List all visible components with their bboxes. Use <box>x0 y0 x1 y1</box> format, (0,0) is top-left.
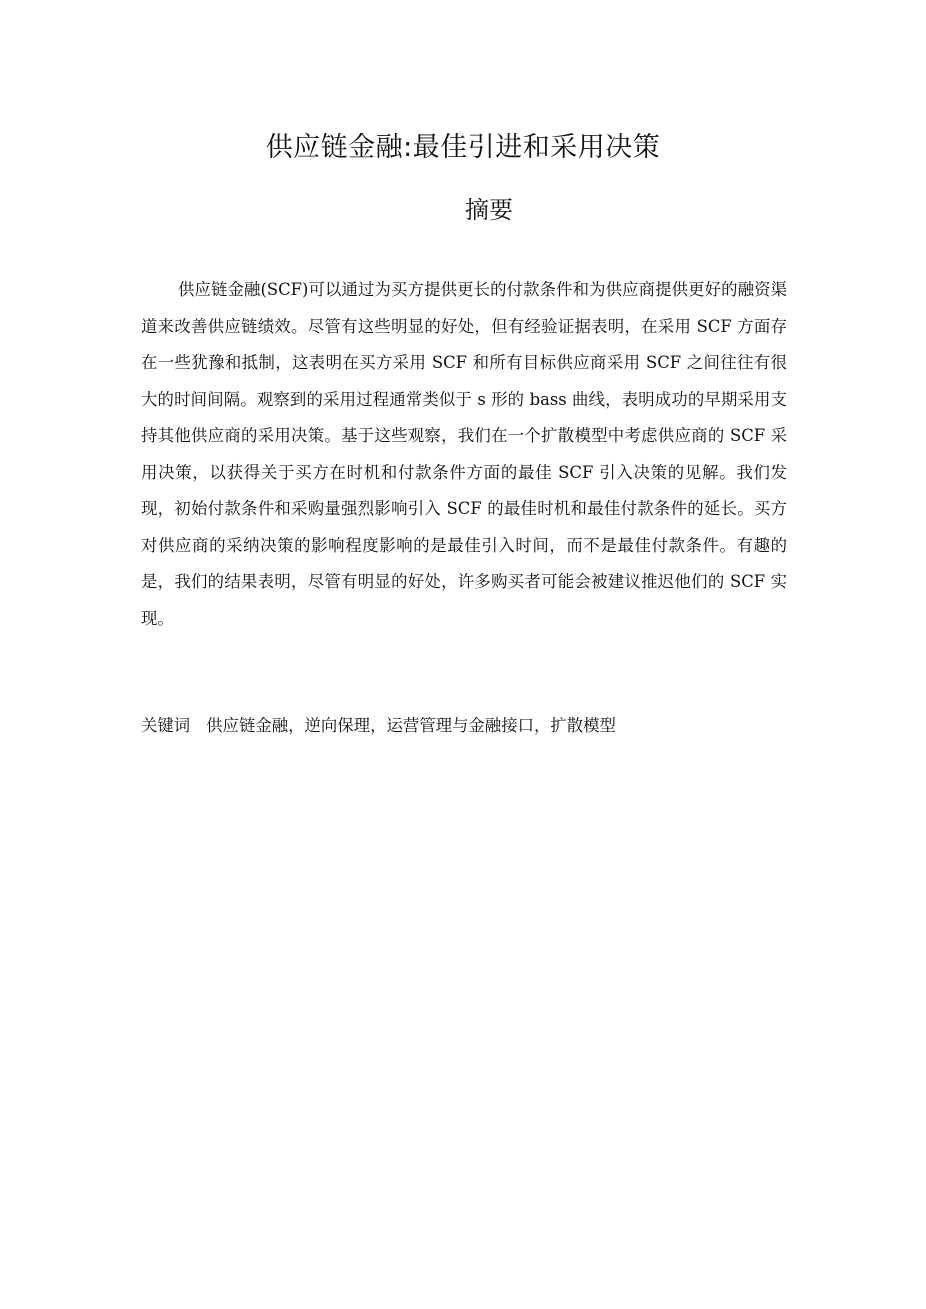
keywords-label: 关键词 <box>141 716 191 735</box>
abstract-paragraph: 供应链金融(SCF)可以通过为买方提供更长的付款条件和为供应商提供更好的融资渠道来改善供应链绩效。尽管有这些明显的好处，但有经验证据表明，在采用 SCF 方面存在一些犹豫和抵制，这表明在买方采用 SCF 和所有目标供应商采用 SCF 之间往往有很大的时间间隔。观察到的采用过程通常类似于 s 形的 bass 曲线，表明成功的早期采用支持其他供应商的采用决策。基于这些观察，我们在一个扩散模型中考虑供应商的 SCF 采用决策，以获得关于买方在时机和付款条件方面的最佳 SCF 引入决策的见解。我们发现，初始付款条件和采购量强烈影响引入 SCF 的最佳时机和最佳付款条件的延长。买方对供应商的采纳决策的影响程度影响的是最佳引入时间，而不是最佳付款条件。有趣的是，我们的结果表明，尽管有明显的好处，许多购买者可能会被建议推迟他们的 SCF 实现。 <box>141 280 787 628</box>
keywords-line <box>141 708 787 744</box>
abstract-heading: 摘要 <box>465 196 513 224</box>
keywords-value: 供应链金融，逆向保理，运营管理与金融接口，扩散模型 <box>206 716 616 735</box>
paper-title: 供应链金融:最佳引进和采用决策 <box>265 132 661 163</box>
